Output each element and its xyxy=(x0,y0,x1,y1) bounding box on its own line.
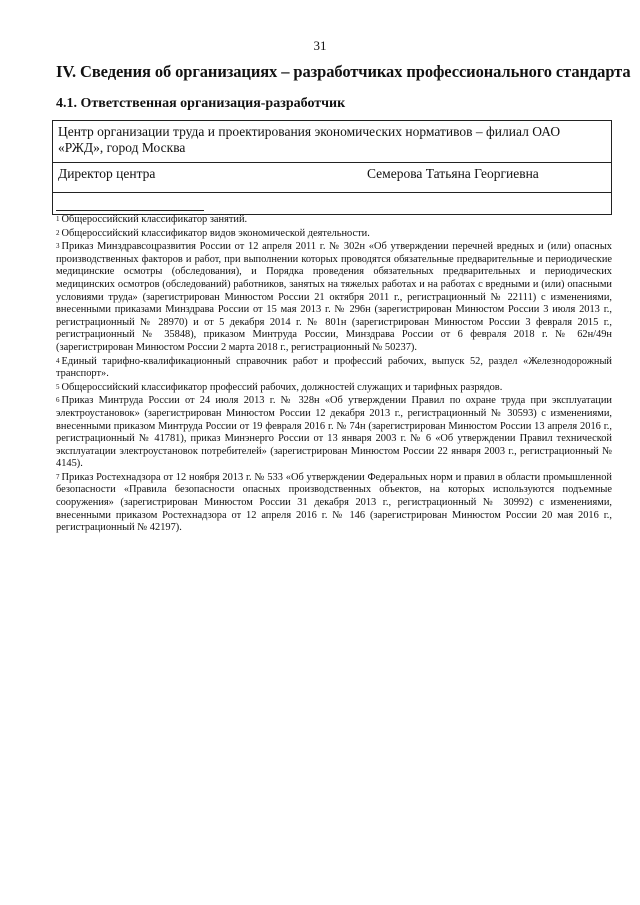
footnote-text: Единый тарифно-квалификационный справочник работ и профессий рабочих, выпуск 52, раздел «Железнодорожный транспорт». xyxy=(56,355,612,380)
footnote-mark: 5 xyxy=(56,382,60,391)
signature-area xyxy=(53,193,612,215)
person-cell xyxy=(362,163,612,193)
footnote-mark: 3 xyxy=(56,242,60,251)
footnote-text: Общероссийский классификатор занятий. xyxy=(61,214,248,225)
footnote-mark: 4 xyxy=(56,356,60,365)
footnote-text: Приказ Ростехнадзора от 12 ноября 2013 г. № 533 «Об утверждении Федеральных норм и правил в области промышленной безопасности «Правила безопасности опасных производственных объектов, на которых используются подъемные сооружения» (зарегистрирован Минюстом России 31 декабря 2013 г., регистрационный № 30992) с изменениями, внесенными приказом Ростехнадзора от 12 апреля 2016 г. № 146 (зарегистрирован Минюстом России 20 мая 2016 г., регистрационный № 42197). xyxy=(56,471,612,534)
organization-name: Центр организации труда и проектирования экономических нормативов – филиал ОАО «РЖД», город Москва xyxy=(53,121,612,163)
organization-table xyxy=(52,120,612,215)
footnote-3 xyxy=(56,241,612,354)
footnote-6 xyxy=(56,395,612,471)
footnotes xyxy=(56,214,612,536)
section-title: IV. Сведения об организациях – разработчиках профессионального стандарта xyxy=(56,62,631,81)
position-cell xyxy=(53,163,363,193)
footnote-divider xyxy=(56,210,204,211)
footnote-mark: 2 xyxy=(56,228,60,237)
footnote-text: Приказ Минтруда России от 24 июля 2013 г. № 328н «Об утверждении Правил по охране труда при эксплуатации электроустановок» (зарегистрирован Минюстом России 12 декабря 2013 г., регистрационный № 30593) с изменениями, внесенными приказом Минтруда России от 19 февраля 2016 г. № 74н (зарегистрирован Минюстом России 13 апреля 2016 г., регистрационный № 41781), приказ Минэнерго России от 13 января 2003 г. № 6 «Об утверждении Правил технической эксплуатации электроустановок потребителей» (зарегистрирован Минюстом России 22 января 2003 г., регистрационный № 4145). xyxy=(56,395,612,470)
footnote-mark: 6 xyxy=(56,396,60,405)
footnote-1 xyxy=(56,214,612,227)
subsection-title: 4.1. Ответственная организация-разработчик xyxy=(56,96,346,111)
footnote-5 xyxy=(56,382,612,395)
footnote-text: Общероссийский классификатор видов экономической деятельности. xyxy=(61,227,370,239)
page-number: 31 xyxy=(313,38,327,53)
footnote-mark: 1 xyxy=(56,215,60,223)
footnote-text: Общероссийский классификатор профессий рабочих, должностей служащих и тарифных разрядов. xyxy=(61,381,503,393)
footnote-4 xyxy=(56,356,612,381)
person-name: Семерова Татьяна Георгиевна xyxy=(367,166,539,181)
footnote-mark: 7 xyxy=(56,472,60,481)
position-label: Директор центра xyxy=(58,166,156,181)
footnote-7 xyxy=(56,472,612,535)
footnote-text: Приказ Минздравсоцразвития России от 12 апреля 2011 г. № 302н «Об утверждении перечней вредных и (или) опасных производственных факторов и работ, при выполнении которых проводятся обязательные предварительные и периодические медицинские осмотры (обследования), и Порядка проведения обязательных предварительных и периодических медицинских осмотров (обследований) работников, занятых на тяжелых работах и на работах с вредными и (или) опасными условиями труда» (зарегистрирован Минюстом России 21 октября 2011 г., регистрационный № 22111) с изменениями, внесенными приказами Минздрава России от 15 мая 2013 г. № 296н (зарегистрирован Минюстом России 3 июля 2013 г., регистрационный № 28970) и от 5 декабря 2014 г. № 801н (зарегистрирован Минюстом России 3 февраля 2015 г., регистрационный № 35848), приказом Минтруда России, Минздрава России от 6 февраля 2018 г. № 62н/49н (зарегистрирован Минюстом России 2 марта 2018 г., регистрационный № 50237). xyxy=(56,241,612,353)
footnote-2 xyxy=(56,228,612,241)
